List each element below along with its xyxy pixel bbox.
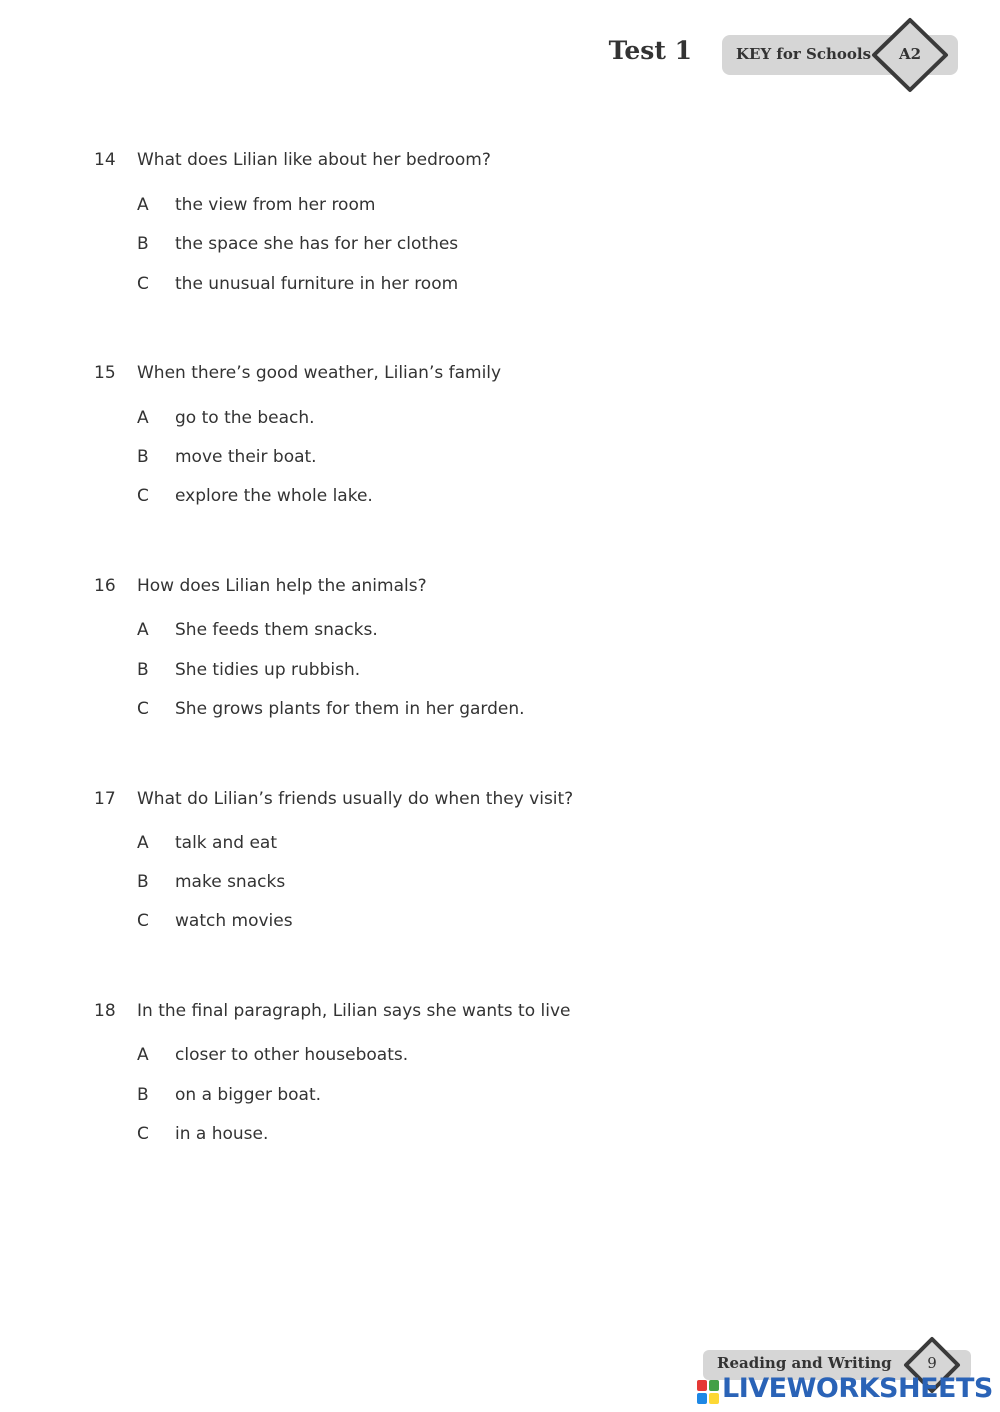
option-letter: C (137, 699, 149, 719)
option-letter: B (137, 1085, 149, 1105)
option-15-b[interactable] (0, 447, 1000, 471)
option-14-c[interactable] (0, 274, 1000, 298)
option-18-b[interactable] (0, 1085, 1000, 1109)
option-text: make snacks (175, 872, 286, 892)
option-text: watch movies (175, 911, 293, 931)
option-17-c[interactable] (0, 911, 1000, 935)
option-18-c[interactable] (0, 1124, 1000, 1148)
option-text: She grows plants for them in her garden. (175, 699, 525, 719)
option-text: explore the whole lake. (175, 486, 373, 506)
option-letter: A (137, 620, 149, 640)
question-text: What do Lilian’s friends usually do when they visit? (137, 789, 574, 809)
page-title: Test 1 (608, 36, 692, 65)
option-18-a[interactable] (0, 1045, 1000, 1069)
option-text: on a bigger boat. (175, 1085, 322, 1105)
option-letter: C (137, 486, 149, 506)
option-15-c[interactable] (0, 486, 1000, 510)
option-text: the space she has for her clothes (175, 234, 459, 254)
option-text: She tidies up rubbish. (175, 660, 361, 680)
option-16-b[interactable] (0, 660, 1000, 684)
option-letter: B (137, 660, 149, 680)
option-text: go to the beach. (175, 408, 315, 428)
question-number: 15 (94, 363, 116, 383)
page-number: 9 (927, 1354, 937, 1372)
option-letter: A (137, 833, 149, 853)
question-text: How does Lilian help the animals? (137, 576, 427, 596)
option-letter: A (137, 195, 149, 215)
option-text: move their boat. (175, 447, 317, 467)
watermark: LIVEWORKSHEETS (722, 1373, 993, 1404)
question-text: What does Lilian like about her bedroom? (137, 150, 491, 170)
option-letter: A (137, 408, 149, 428)
question-text: In the final paragraph, Lilian says she wants to live (137, 1001, 571, 1021)
option-17-b[interactable] (0, 872, 1000, 896)
option-17-a[interactable] (0, 833, 1000, 857)
option-letter: B (137, 872, 149, 892)
option-letter: C (137, 1124, 149, 1144)
question-text: When there’s good weather, Lilian’s family (137, 363, 502, 383)
exam-name: KEY for Schools (736, 45, 872, 63)
question-number: 14 (94, 150, 116, 170)
option-text: closer to other houseboats. (175, 1045, 409, 1065)
option-text: the unusual furniture in her room (175, 274, 459, 294)
section-name: Reading and Writing (717, 1354, 892, 1372)
option-text: the view from her room (175, 195, 376, 215)
option-letter: C (137, 911, 149, 931)
option-14-b[interactable] (0, 234, 1000, 258)
option-text: She feeds them snacks. (175, 620, 378, 640)
option-letter: B (137, 234, 149, 254)
liveworksheets-logo-icon (697, 1380, 719, 1404)
option-16-c[interactable] (0, 699, 1000, 723)
level-label: A2 (898, 45, 922, 63)
option-text: talk and eat (175, 833, 277, 853)
option-text: in a house. (175, 1124, 269, 1144)
option-15-a[interactable] (0, 408, 1000, 432)
option-16-a[interactable] (0, 620, 1000, 644)
question-number: 17 (94, 789, 116, 809)
option-letter: A (137, 1045, 149, 1065)
question-number: 18 (94, 1001, 116, 1021)
option-letter: B (137, 447, 149, 467)
question-number: 16 (94, 576, 116, 596)
option-14-a[interactable] (0, 195, 1000, 219)
option-letter: C (137, 274, 149, 294)
